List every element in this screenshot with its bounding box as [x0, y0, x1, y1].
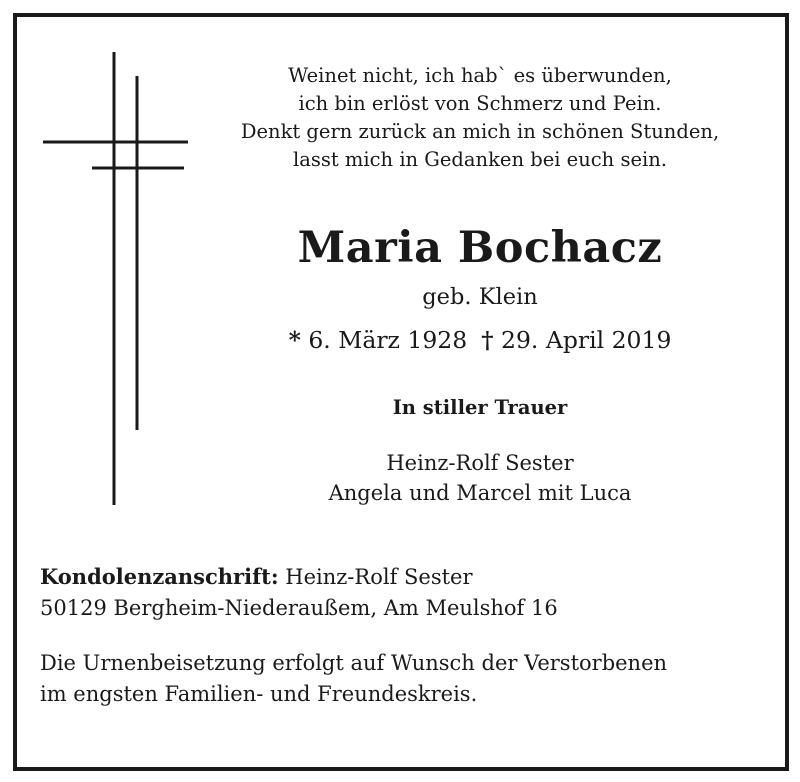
condolence-name: Heinz-Rolf Sester — [285, 565, 473, 589]
deceased-name: Maria Bochacz — [297, 223, 663, 273]
mourner: Heinz-Rolf Sester — [386, 451, 574, 475]
birth-name: geb. Klein — [422, 284, 538, 310]
poem-line: Denkt gern zurück an mich in schönen Stunden, — [240, 120, 720, 143]
condolence-street: 50129 Bergheim-Niederaußem, Am Meulshof 16 — [40, 596, 558, 620]
birth-star-icon: * — [288, 326, 301, 354]
burial-notice — [40, 648, 770, 710]
mourning-heading: In stiller Trauer — [392, 396, 568, 419]
memorial-poem — [200, 62, 760, 174]
notice-line: im engsten Familien- und Freundeskreis. — [40, 682, 478, 706]
death-cross-icon: † — [481, 326, 494, 354]
mourner: Angela und Marcel mit Luca — [328, 481, 632, 505]
mourners-list — [240, 448, 720, 508]
life-dates — [240, 324, 720, 356]
poem-line: lasst mich in Gedanken bei euch sein. — [293, 148, 667, 171]
birth-date: 6. März 1928 — [308, 326, 468, 354]
poem-line: Weinet nicht, ich hab` es überwunden, — [288, 64, 672, 87]
death-date: 29. April 2019 — [501, 326, 672, 354]
poem-line: ich bin erlöst von Schmerz und Pein. — [298, 92, 662, 115]
condolence-address — [40, 561, 760, 624]
condolence-label: Kondolenzanschrift: — [40, 564, 279, 589]
notice-line: Die Urnenbeisetzung erfolgt auf Wunsch der Verstorbenen — [40, 651, 668, 675]
